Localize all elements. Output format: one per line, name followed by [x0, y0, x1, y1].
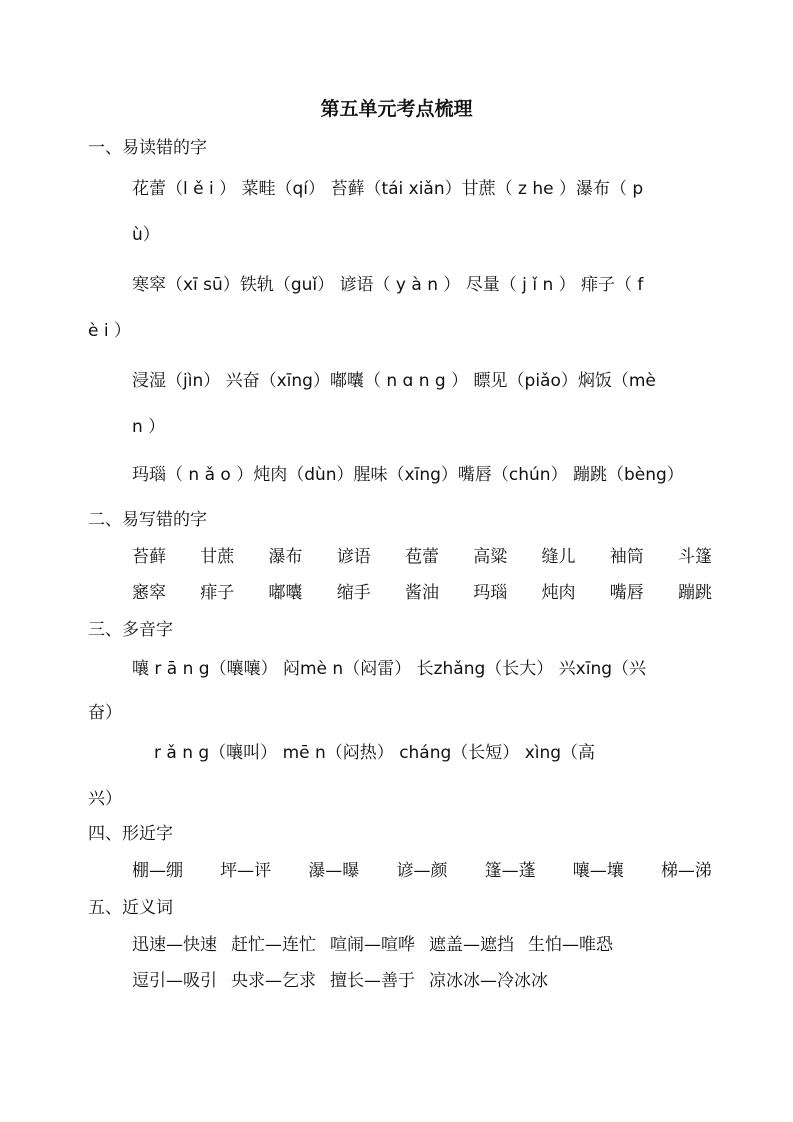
word: 苔藓: [132, 547, 166, 567]
word-pair: 嚷—壤: [572, 861, 624, 881]
word-pair: 逗引—吸引: [132, 971, 217, 991]
section-heading-3: 三、多音字: [88, 620, 173, 640]
word: 袖筒: [609, 547, 644, 567]
word-pair: 喧闹—喧哗: [330, 935, 415, 955]
page-title: 第五单元考点梳理: [320, 98, 473, 120]
word: 谚语: [336, 547, 371, 567]
word-pair: 棚—绷: [132, 861, 183, 881]
word: 苞蕾: [405, 547, 439, 567]
section-heading-2: 二、易写错的字: [88, 510, 207, 530]
word-pair: 遮盖—遮挡: [429, 935, 514, 955]
word: 甘蔗: [200, 547, 235, 567]
word-pair: 梯—涕: [660, 861, 712, 881]
word-pair: 迅速—快速: [132, 935, 217, 955]
word: 嘟囔: [268, 583, 303, 603]
word-pair: 瀑—曝: [308, 861, 360, 881]
section-heading-5: 五、近义词: [88, 898, 173, 918]
word-pair: 坪—评: [220, 861, 272, 881]
text-line: 奋）: [88, 703, 122, 723]
word: 斗篷: [678, 547, 712, 567]
word: 瀑布: [268, 547, 303, 567]
text-line: 花蕾（l ě i ） 菜畦（qí） 苔藓（tái xiǎn）甘蔗（ z he ）瀑布（ p: [132, 179, 644, 199]
word: 窸窣: [132, 583, 166, 603]
text-line: è i ）: [88, 321, 131, 341]
word-pair: 擅长—善于: [330, 971, 415, 991]
word-row-2: [132, 580, 712, 606]
text-line: 嚷 r ā n g（嚷嚷） 闷mè n（闷雷） 长zhǎng（长大） 兴xīng（兴: [132, 659, 647, 679]
word-pair: 篷—蓬: [484, 861, 536, 881]
text-line: 玛瑙（ n ǎ o ）炖肉（dùn）腥味（xīng）嘴唇（chún） 蹦跳（bèng）: [132, 465, 684, 485]
word-pair: 凉冰冰—冷冰冰: [429, 971, 548, 991]
word: 痱子: [200, 583, 235, 603]
word: 缩手: [336, 583, 371, 603]
word-pair: 生怕—唯恐: [528, 935, 613, 955]
text-line: r ǎ n g（嚷叫） mē n（闷热） cháng（长短） xìng（高: [154, 743, 596, 763]
section-heading-4: 四、形近字: [88, 824, 173, 844]
word: 蹦跳: [678, 583, 712, 603]
synonym-row-1: [132, 932, 613, 958]
text-line: 浸湿（jìn） 兴奋（xīng）嘟囔（ n ɑ n g ） 瞟见（piǎo）焖饭（mè: [132, 371, 656, 391]
word-row-1: [132, 544, 712, 570]
word: 玛瑙: [473, 583, 508, 603]
word: 缝儿: [541, 547, 576, 567]
word-pair: 谚—颜: [396, 861, 448, 881]
word: 高粱: [473, 547, 508, 567]
synonym-row-2: [132, 968, 548, 994]
word: 酱油: [405, 583, 439, 603]
word-pair: 央求—乞求: [231, 971, 316, 991]
word: 炖肉: [541, 583, 576, 603]
text-line: 兴）: [88, 789, 122, 809]
word-row: [132, 858, 712, 884]
text-line: ù）: [132, 225, 160, 245]
text-line: 寒窣（xī sū）铁轨（guǐ） 谚语（ y à n ） 尽量（ j ǐ n ） 痱子（ f: [132, 275, 644, 295]
text-line: n ）: [132, 417, 166, 437]
word-pair: 赶忙—连忙: [231, 935, 316, 955]
word: 嘴唇: [609, 583, 644, 603]
section-heading-1: 一、易读错的字: [88, 138, 207, 158]
